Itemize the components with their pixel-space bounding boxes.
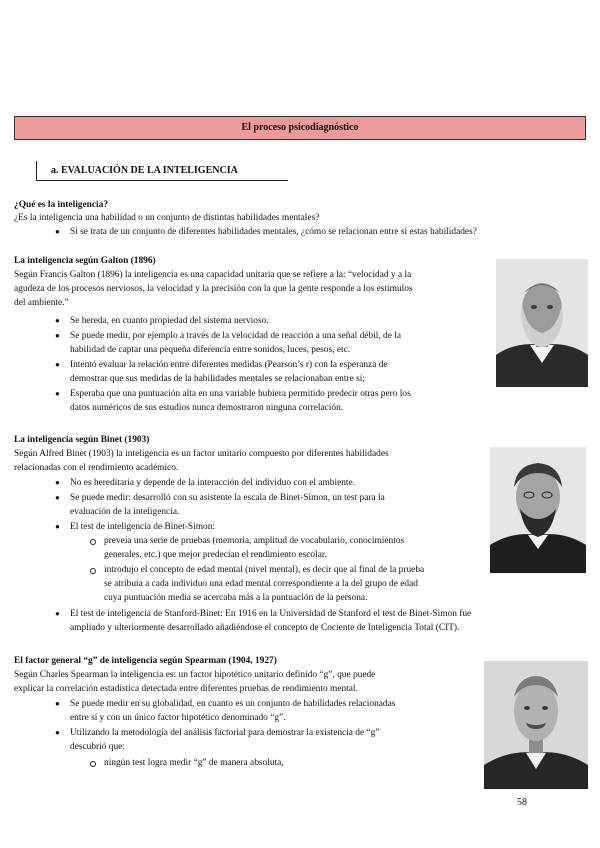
binet-sub-bullet: introdujo el concepto de edad mental (nivel mental), es decir que al final de la prueba xyxy=(104,565,425,575)
spearman-sub-bullet: ningún test logra medir “g” de manera absoluta, xyxy=(104,758,284,768)
galton-paragraph-line: del ambiente.” xyxy=(14,298,69,308)
galton-paragraph-line: agudeza de los procesos nerviosos, la velocidad y la precisión con la que la gente responde a los estímulos xyxy=(14,284,413,294)
bullet-icon: ● xyxy=(55,478,60,487)
spearman-portrait xyxy=(484,661,588,789)
binet-portrait xyxy=(490,447,586,573)
spearman-bullet: entre sí y con un único factor hipotético denominado “g”. xyxy=(70,713,286,723)
galton-bullet: Se hereda, en cuanto propiedad del sistema nervioso. xyxy=(70,316,269,326)
bullet-icon: ● xyxy=(55,389,60,398)
spearman-bullet: Utilizando la metodología del análisis factorial para demostrar la existencia de “g” xyxy=(70,728,380,738)
section-heading: a. EVALUACIÓN DE LA INTELIGENCIA xyxy=(36,161,288,181)
binet-bullet: El test de inteligencia de Binet-Simon: xyxy=(70,522,216,532)
binet-sub-bullet: cuya puntuación media se acercaba más a la puntuación de la persona. xyxy=(104,593,368,603)
bullet-icon: ● xyxy=(55,316,60,325)
spearman-paragraph-line: explicar la correlación estadística detectada entre diferentes pruebas de rendimiento mental. xyxy=(14,684,358,694)
galton-bullet: Se puede medir, por ejemplo a través de la velocidad de reacción a una señal débil, de la xyxy=(70,331,401,341)
binet-bullet: Se puede medir: desarrolló con su asistente la escala de Binet-Simon, un test para la xyxy=(70,493,385,503)
binet-sub-bullet: se atribuía a cada individuo una edad mental correspondiente a la del grupo de edad xyxy=(104,579,418,589)
bullet-icon: ● xyxy=(55,522,60,531)
chapter-banner: El proceso psicodiagnóstico xyxy=(14,116,586,140)
spearman-bullet: Se puede medir en su globalidad, en cuanto es un conjunto de habilidades relacionadas xyxy=(70,699,396,709)
sub-bullet-icon xyxy=(90,761,96,767)
binet-bullet: No es hereditaria y depende de la interacción del individuo con el ambiente. xyxy=(70,478,356,488)
galton-paragraph-line: Según Francis Galton (1896) la inteligencia es una capacidad unitaria que se refiere a la: “velocidad y a la xyxy=(14,270,412,280)
binet-bullet: El test de inteligencia de Stanford-Binet: En 1916 en la Universidad de Stanford el test de Binet-Simon fue xyxy=(70,609,472,619)
binet-bullet: ampliado y ulteriormente desarrollado añadiéndose el concepto de Cociente de Inteligencia Total (CIT). xyxy=(70,623,460,633)
galton-bullet: Esperaba que una puntuación alta en una variable hubiera permitido predecir otras pero los xyxy=(70,389,411,399)
galton-bullet: habilidad de captar una pequeña diferencia entre sonidos, luces, pesos, etc. xyxy=(70,345,351,355)
binet-sub-bullet: generales, etc.) que mejor predecían el rendimiento escolar. xyxy=(104,550,327,560)
galton-portrait xyxy=(496,259,588,387)
sub-bullet-icon xyxy=(90,539,96,545)
spearman-paragraph-line: Según Charles Spearman la inteligencia es: un factor hipotético unitario definido “g”, que puede xyxy=(14,670,376,680)
galton-bullet: Intentó evaluar la relación entre diferentes medidas (Pearson’s r) con la esperanza de xyxy=(70,360,388,370)
bullet-icon: ● xyxy=(55,360,60,369)
intro-question: ¿Qué es la inteligencia? xyxy=(14,200,109,210)
bullet-icon: ● xyxy=(55,331,60,340)
spearman-bullet: descubrió que: xyxy=(70,742,125,752)
binet-sub-bullet: preveía una serie de pruebas (memoria, amplitud de vocabulario, conocimientos xyxy=(104,536,405,546)
binet-paragraph-line: relacionadas con el rendimiento académico. xyxy=(14,463,179,473)
galton-title: La inteligencia según Galton (1896) xyxy=(14,256,156,266)
bullet-icon: ● xyxy=(55,609,60,618)
page-number: 58 xyxy=(517,797,527,808)
bullet-icon: ● xyxy=(55,227,60,236)
binet-paragraph-line: Según Alfred Binet (1903) la inteligencia es un factor unitario compuesto por diferentes habilidades xyxy=(14,449,389,459)
binet-bullet: evaluación de la inteligencia. xyxy=(70,507,180,517)
bullet-icon: ● xyxy=(55,699,60,708)
galton-bullet: demostrar que sus medidas de la habilidades mentales se relacionaban entre sí; xyxy=(70,374,365,384)
spearman-title: El factor general “g” de inteligencia según Spearman (1904, 1927) xyxy=(14,656,277,666)
intro-bullet: Si se trata de un conjunto de diferentes habilidades mentales, ¿cómo se relacionan entre sí estas habilidades? xyxy=(70,227,477,237)
sub-bullet-icon xyxy=(90,568,96,574)
intro-line: ¿Es la inteligencia una habilidad o un conjunto de distintas habilidades mentales? xyxy=(14,213,320,223)
galton-bullet: datos numéricos de sus estudios nunca demostraron ninguna correlación. xyxy=(70,403,344,413)
binet-title: La inteligencia según Binet (1903) xyxy=(14,435,150,445)
bullet-icon: ● xyxy=(55,493,60,502)
bullet-icon: ● xyxy=(55,728,60,737)
